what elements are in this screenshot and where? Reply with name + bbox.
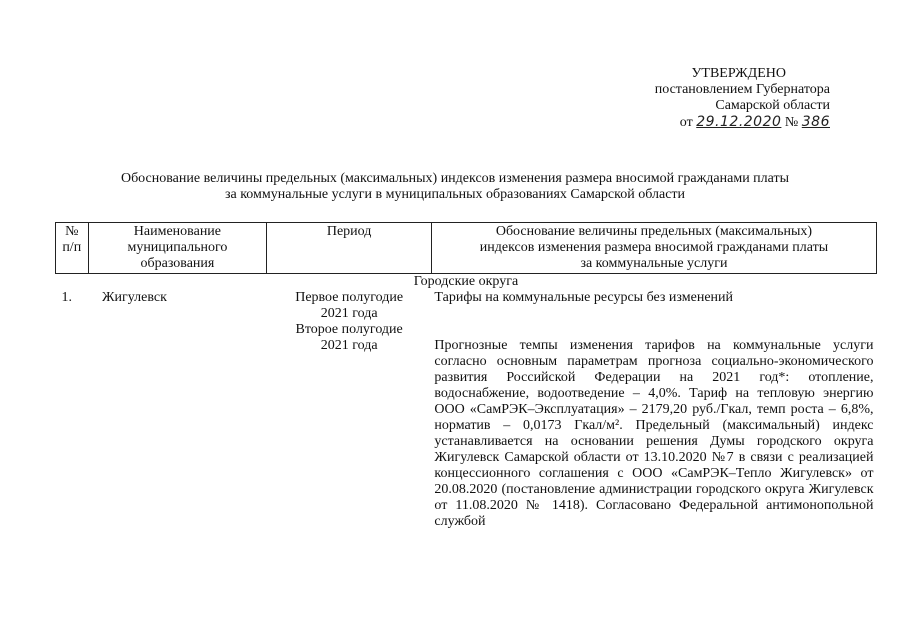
table-row (56, 322, 877, 530)
section-title: Городские округа (413, 274, 519, 289)
number-prefix: № (784, 115, 799, 130)
header-name: Наименование муниципального образования (88, 223, 267, 274)
tariff-index-table (55, 222, 877, 530)
approval-stamp (600, 66, 830, 130)
municipality-name: Жигулевск (102, 290, 167, 305)
title-line-2: за коммунальные услуги в муниципальных образованиях Самарской области (224, 187, 686, 202)
section-row (56, 274, 877, 291)
period-cell: Второе полугодие 2021 года (295, 322, 403, 353)
justification-cell: Тарифы на коммунальные ресурсы без изменений (434, 290, 734, 305)
table-header-row (56, 223, 877, 274)
row-number: 1. (61, 290, 72, 305)
approval-number: 386 (801, 114, 830, 130)
approved-region: Самарской области (715, 98, 830, 113)
document-title (60, 171, 850, 203)
approved-by-resolution: постановлением Губернатора (654, 82, 830, 97)
approval-date-line (600, 114, 830, 130)
date-prefix: от (679, 115, 693, 130)
period-cell: Первое полугодие 2021 года (295, 290, 404, 321)
title-line-1: Обоснование величины предельных (максимальных) индексов изменения размера вносимой гражданами платы (120, 171, 790, 186)
approved-heading: УТВЕРЖДЕНО (691, 66, 786, 81)
header-num: № п/п (56, 223, 89, 274)
header-justification: Обоснование величины предельных (максимальных) индексов изменения размера вносимой гражданами платы за коммунальные услуги (431, 223, 876, 274)
approval-date: 29.12.2020 (696, 114, 782, 130)
header-period: Период (267, 223, 432, 274)
table-row (56, 290, 877, 322)
justification-cell: Прогнозные темпы изменения тарифов на коммунальные услуги согласно основным параметрам прогноза социально-экономического развития Российской Федерации на 2021 год*: отопление, водоснабжение, водоотведение – 4,0%. Тариф на тепловую энергию ООО «СамРЭК–Эксплуатация» – 2179,20 руб./Гкал, темп роста – 6,8%, норматив – 0,0173 Гкал/м². Предельный (максимальный) индекс устанавливается на основании решения Думы городского округа Жигулевск Самарской области от 13.10.2020 №7 в связи с реализацией концессионного соглашения с ООО «СамРЭК–Тепло Жигулевск» от 20.08.2020 (постановление администрации городского округа Жигулевск от 11.08.2020 № 1418). Согласовано Федеральной антимонопольной службой (434, 338, 874, 529)
